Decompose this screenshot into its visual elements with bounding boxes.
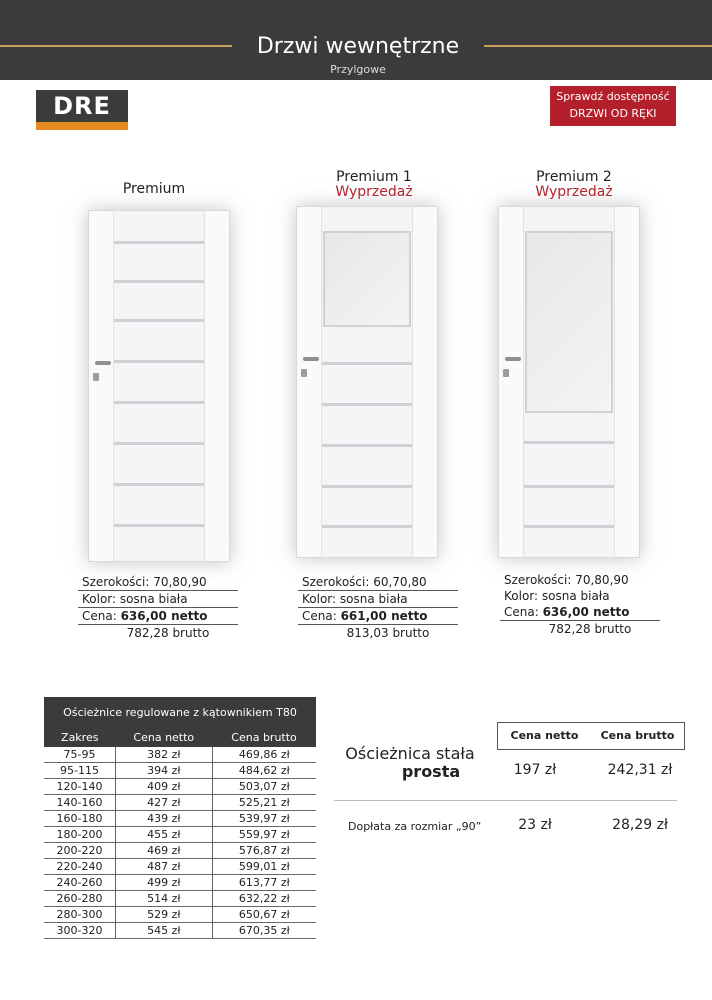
spec-price-brutto: 782,28 brutto xyxy=(548,622,632,636)
door-rail xyxy=(114,483,204,486)
table-cell: 95-115 xyxy=(44,763,116,779)
spec-color: Kolor: sosna biała xyxy=(298,591,458,608)
door-rail xyxy=(322,444,412,447)
logo-text: DRE xyxy=(53,92,111,120)
table-cell: 469,86 zł xyxy=(212,747,316,763)
table-cell: 613,77 zł xyxy=(212,875,316,891)
table-cell: 394 zł xyxy=(116,763,213,779)
page-title: Drzwi wewnętrzne xyxy=(256,34,460,59)
table-cell: 260-280 xyxy=(44,891,116,907)
door-stile xyxy=(204,211,229,561)
dre-logo xyxy=(36,90,128,130)
table-row xyxy=(44,779,316,795)
frame-price-table xyxy=(44,697,316,939)
table-cell: 514 zł xyxy=(116,891,213,907)
table-cell: 487 zł xyxy=(116,859,213,875)
door-premium-image xyxy=(88,210,230,562)
door-name: Premium 1 xyxy=(336,169,412,185)
table-cell: 650,67 zł xyxy=(212,907,316,923)
door-stile xyxy=(297,207,322,557)
spec-price-netto: 636,00 netto xyxy=(542,605,630,619)
table-cell: 427 zł xyxy=(116,795,213,811)
availability-line2: DRZWI OD RĘKI xyxy=(569,107,657,120)
table-cell: 539,97 zł xyxy=(212,811,316,827)
door-lock-icon xyxy=(503,369,509,377)
spec-widths: Szerokości: 70,80,90 xyxy=(78,574,238,591)
table-row xyxy=(44,763,316,779)
fixed-frame-label xyxy=(330,745,490,781)
table-row xyxy=(44,811,316,827)
col-netto-header: Cena netto xyxy=(510,729,579,742)
door-premium2-specs xyxy=(500,572,660,637)
table-row xyxy=(44,907,316,923)
door-sale-badge: Wyprzedaż xyxy=(535,184,613,200)
door-glass-panel xyxy=(323,231,411,327)
door-lock-icon xyxy=(301,369,307,377)
table-cell: 160-180 xyxy=(44,811,116,827)
door-rail xyxy=(114,280,204,283)
table-row xyxy=(44,795,316,811)
table-cell: 120-140 xyxy=(44,779,116,795)
table-cell: 576,87 zł xyxy=(212,843,316,859)
table-cell: 632,22 zł xyxy=(212,891,316,907)
door-rail xyxy=(114,360,204,363)
spec-widths: Szerokości: 60,70,80 xyxy=(298,574,458,591)
page-header xyxy=(0,0,712,80)
door-stile xyxy=(614,207,639,557)
fixed-frame-label-line2: prosta xyxy=(401,762,461,781)
door-handle-icon xyxy=(303,357,319,361)
door-premium1-heading xyxy=(294,170,454,200)
spec-price-netto: 661,00 netto xyxy=(340,609,428,623)
spec-price-label: Cena: xyxy=(82,609,121,623)
spec-color: Kolor: sosna biała xyxy=(504,589,610,603)
header-divider-right xyxy=(484,45,712,47)
door-rail xyxy=(322,485,412,488)
table-cell: 469 zł xyxy=(116,843,213,859)
door-stile xyxy=(89,211,114,561)
table-row xyxy=(44,875,316,891)
table-cell: 200-220 xyxy=(44,843,116,859)
table-cell: 484,62 zł xyxy=(212,763,316,779)
door-premium-heading xyxy=(74,182,234,197)
table-cell: 75-95 xyxy=(44,747,116,763)
col-brutto-header: Cena brutto xyxy=(600,729,675,742)
door-rail xyxy=(524,525,614,528)
door-rail xyxy=(322,403,412,406)
table-row xyxy=(44,827,316,843)
fixed-frame-header xyxy=(497,722,685,750)
table-cell: 180-200 xyxy=(44,827,116,843)
divider xyxy=(334,800,677,801)
table-row xyxy=(44,747,316,763)
table-cell: 240-260 xyxy=(44,875,116,891)
spec-price-brutto: 782,28 brutto xyxy=(126,626,210,640)
door-premium1-specs xyxy=(298,574,458,641)
door-rail xyxy=(524,441,614,444)
door-rail xyxy=(322,525,412,528)
table-cell: 140-160 xyxy=(44,795,116,811)
spec-price-netto: 636,00 netto xyxy=(120,609,208,623)
table-row xyxy=(44,843,316,859)
extra-size-brutto: 28,29 zł xyxy=(612,817,668,833)
table-header: Cena brutto xyxy=(212,727,316,747)
door-name: Premium 2 xyxy=(536,169,612,185)
door-sale-badge: Wyprzedaż xyxy=(335,184,413,200)
table-caption: Ościeżnice regulowane z kątownikiem T80 xyxy=(44,697,316,727)
door-rail xyxy=(114,319,204,322)
table-cell: 545 zł xyxy=(116,923,213,939)
fixed-frame-brutto: 242,31 zł xyxy=(607,762,673,778)
door-rail xyxy=(114,401,204,404)
table-cell: 529 zł xyxy=(116,907,213,923)
spec-price-label: Cena: xyxy=(504,605,543,619)
table-cell: 499 zł xyxy=(116,875,213,891)
spec-widths: Szerokości: 70,80,90 xyxy=(504,573,629,587)
door-handle-icon xyxy=(505,357,521,361)
door-name: Premium xyxy=(122,181,186,197)
door-premium2-image xyxy=(498,206,640,558)
table-cell: 670,35 zł xyxy=(212,923,316,939)
table-cell: 559,97 zł xyxy=(212,827,316,843)
availability-button[interactable] xyxy=(550,86,676,126)
table-cell: 439 zł xyxy=(116,811,213,827)
spec-price-brutto: 813,03 brutto xyxy=(346,626,430,640)
table-row xyxy=(44,891,316,907)
door-lock-icon xyxy=(93,373,99,381)
table-cell: 409 zł xyxy=(116,779,213,795)
door-stile xyxy=(499,207,524,557)
door-rail xyxy=(114,442,204,445)
door-premium-specs xyxy=(78,574,238,641)
fixed-frame-label-line1: Ościeżnica stała xyxy=(345,744,475,763)
table-cell: 525,21 zł xyxy=(212,795,316,811)
logo-accent-bar xyxy=(36,122,128,130)
table-cell: 300-320 xyxy=(44,923,116,939)
door-rail xyxy=(322,362,412,365)
header-divider-left xyxy=(0,45,232,47)
table-cell: 455 zł xyxy=(116,827,213,843)
table-row xyxy=(44,923,316,939)
table-cell: 280-300 xyxy=(44,907,116,923)
fixed-frame-netto: 197 zł xyxy=(513,762,557,778)
table-row xyxy=(44,859,316,875)
door-rail xyxy=(114,241,204,244)
extra-size-netto: 23 zł xyxy=(518,817,552,833)
table-cell: 382 zł xyxy=(116,747,213,763)
spec-price-label: Cena: xyxy=(302,609,341,623)
availability-line1: Sprawdź dostępność xyxy=(556,90,670,103)
table-header: Cena netto xyxy=(116,727,213,747)
table-header: Zakres xyxy=(44,727,116,747)
door-premium2-heading xyxy=(494,170,654,200)
table-cell: 220-240 xyxy=(44,859,116,875)
door-glass-panel xyxy=(525,231,613,413)
table-cell: 599,01 zł xyxy=(212,859,316,875)
door-rail xyxy=(114,524,204,527)
extra-size-label: Dopłata za rozmiar „90” xyxy=(348,820,482,833)
door-handle-icon xyxy=(95,361,111,365)
door-rail xyxy=(524,485,614,488)
door-premium1-image xyxy=(296,206,438,558)
page-subtitle: Przylgowe xyxy=(330,63,386,76)
spec-color: Kolor: sosna biała xyxy=(78,591,238,608)
table-cell: 503,07 zł xyxy=(212,779,316,795)
door-stile xyxy=(412,207,437,557)
